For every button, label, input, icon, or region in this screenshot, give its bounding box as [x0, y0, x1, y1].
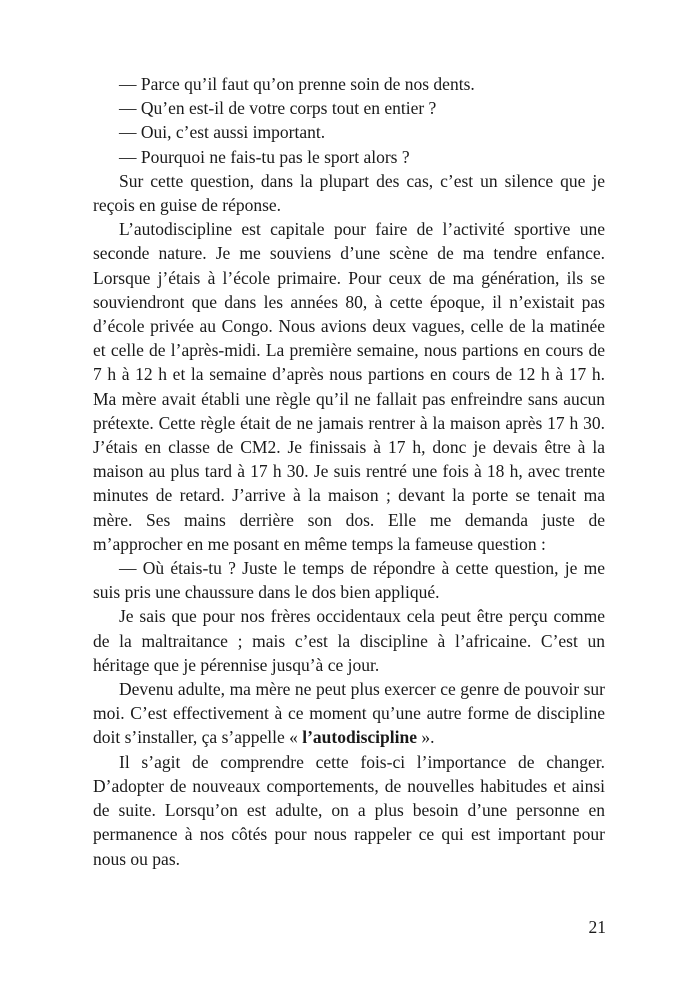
paragraph-where-were-you: — Où étais-tu ? Juste le temps de répondre à cette question, je me suis pris une chaussure dans le dos bien appliqué. [93, 558, 605, 603]
paragraph-text: Devenu adulte, ma mère ne peut plus exercer ce genre de pouvoir sur moi. C’est effectivement à ce moment qu’une autre forme de discipline doit s’installer, ça s’appelle « [93, 679, 605, 748]
page-number: 21 [588, 917, 606, 937]
bold-term-autodiscipline: l’autodiscipline [302, 727, 417, 748]
page-body [93, 72, 605, 871]
paragraph-change-habits: Il s’agit de comprendre cette fois-ci l’importance de changer. D’adopter de nouveaux comportements, de nouvelles habitudes et ainsi de suite. Lorsqu’on est adulte, on a plus besoin d’une personne en permanence à nos côtés pour nous rappeler ce qui est important pour nous ou pas. [93, 751, 605, 869]
dialogue-line: — Pourquoi ne fais-tu pas le sport alors ? [119, 146, 410, 167]
paragraph-adult-autodiscipline [93, 677, 605, 750]
paragraph-childhood-story: L’autodiscipline est capitale pour faire de l’activité sportive une seconde nature. Je me souviens d’une scène de ma tendre enfance. Lorsque j’étais à l’école primaire. Pour ceux de ma génération, ils se souviendront que dans les années 80, à cette époque, il n’existait pas d’école privée au Congo. Nous avions deux vagues, celle de la matinée et celle de l’après-midi. La première semaine, nous partions en cours de 7 h à 12 h et la semaine d’après nous partions en cours de 12 h à 17 h. Ma mère avait établi une règle qu’il ne fallait pas enfreindre sans aucun prétexte. Cette règle était de ne jamais rentrer à la maison après 17 h 30. J’étais en classe de CM2. Je finissais à 17 h, donc je devais être à la maison au plus tard à 17 h 30. Je suis rentré une fois à 18 h, avec trente minutes de retard. J’arrive à la maison ; devant la porte se tenait ma mère. Ses mains derrière son dos. Elle me demanda juste de m’approcher en me posant en même temps la fameuse question : [93, 219, 605, 554]
paragraph-african-discipline: Je sais que pour nos frères occidentaux cela peut être perçu comme de la maltraitance ; mais c’est la discipline à l’africaine. C’est un héritage que je pérennise jusqu’à ce jour. [93, 606, 605, 675]
dialogue-line: — Oui, c’est aussi important. [119, 122, 326, 143]
dialogue-line: — Parce qu’il faut qu’on prenne soin de nos dents. [119, 74, 475, 94]
paragraph-silence: Sur cette question, dans la plupart des cas, c’est un silence que je reçois en guise de réponse. [93, 170, 605, 216]
paragraph-text: ». [416, 727, 435, 748]
dialogue-line: — Qu’en est-il de votre corps tout en entier ? [119, 98, 437, 119]
